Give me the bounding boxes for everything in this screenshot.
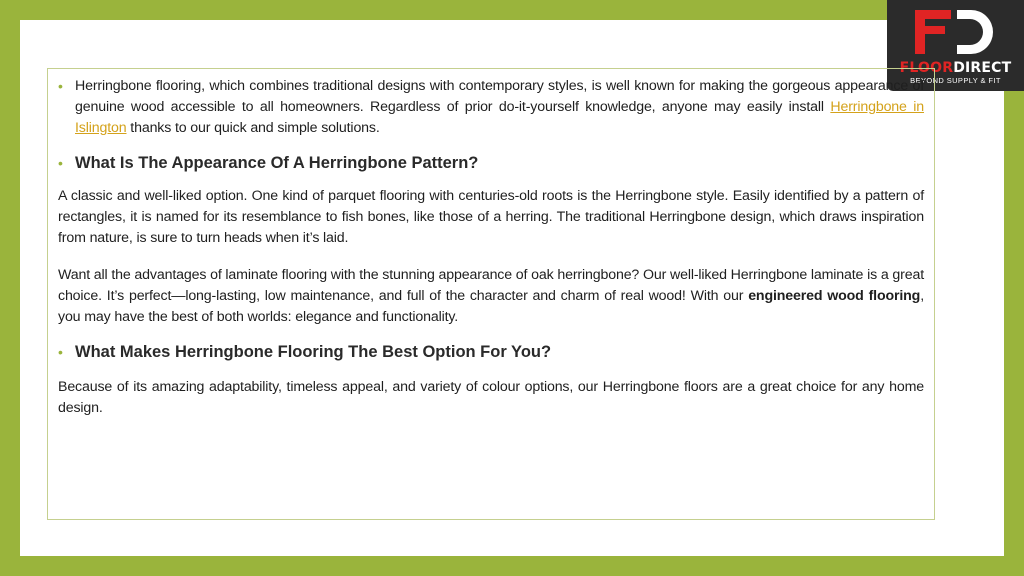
engineered-wood-flooring-link[interactable]: engineered wood flooring bbox=[748, 288, 921, 304]
bullet-dot-icon: • bbox=[58, 344, 63, 360]
paragraph-laminate bbox=[58, 265, 924, 328]
logo-tagline: BEYOND SUPPLY & FIT bbox=[910, 76, 1001, 85]
bullet-dot-icon: • bbox=[58, 78, 63, 94]
intro-text-before: Herringbone flooring, which combines traditional designs with contemporary styles, is well known for making the gorgeous appearance of genuine wood accessible to all homeowners. Regardless of prior do-it-yourself knowledge, anyone may easily install bbox=[75, 78, 924, 115]
logo-word-floor: FLOOR bbox=[899, 60, 954, 76]
heading-appearance: What Is The Appearance Of A Herringbone Pattern? bbox=[75, 154, 479, 172]
bullet-dot-icon: • bbox=[58, 155, 63, 171]
paragraph-appearance: A classic and well-liked option. One kind of parquet flooring with centuries-old roots is the Herringbone style. Easily identified by a pattern of rectangles, it is named for its resemblance to fish bones, like those of a herring. The traditional Herringbone design, which draws inspiration from nature, is sure to turn heads when it’s laid. bbox=[58, 188, 924, 246]
content-box bbox=[47, 68, 935, 520]
heading2-bullet bbox=[58, 342, 924, 363]
logo-word-direct: DIRECT bbox=[953, 60, 1012, 76]
paragraph-best-option: Because of its amazing adaptability, timeless appeal, and variety of colour options, our Herringbone floors are a great choice for any home design. bbox=[58, 379, 924, 416]
intro-paragraph bbox=[75, 76, 924, 139]
herringbone-islington-link[interactable]: Herringbone in Islington bbox=[75, 99, 924, 136]
intro-bullet bbox=[58, 76, 924, 139]
heading-best-option: What Makes Herringbone Flooring The Best Option For You? bbox=[75, 343, 552, 361]
intro-text-after: thanks to our quick and simple solutions. bbox=[126, 120, 380, 136]
fd-logo-mark bbox=[911, 6, 1001, 58]
laminate-text-before: Want all the advantages of laminate flooring with the stunning appearance of oak herringbone? Our well-liked Herringbone laminate is a great choice. It’s perfect—long-lasting, low maintenance, and full of the character and charm of real wood! With our bbox=[58, 267, 924, 304]
laminate-text-after: , you may have the best of both worlds: elegance and functionality. bbox=[58, 288, 924, 325]
heading1-bullet bbox=[58, 153, 924, 174]
